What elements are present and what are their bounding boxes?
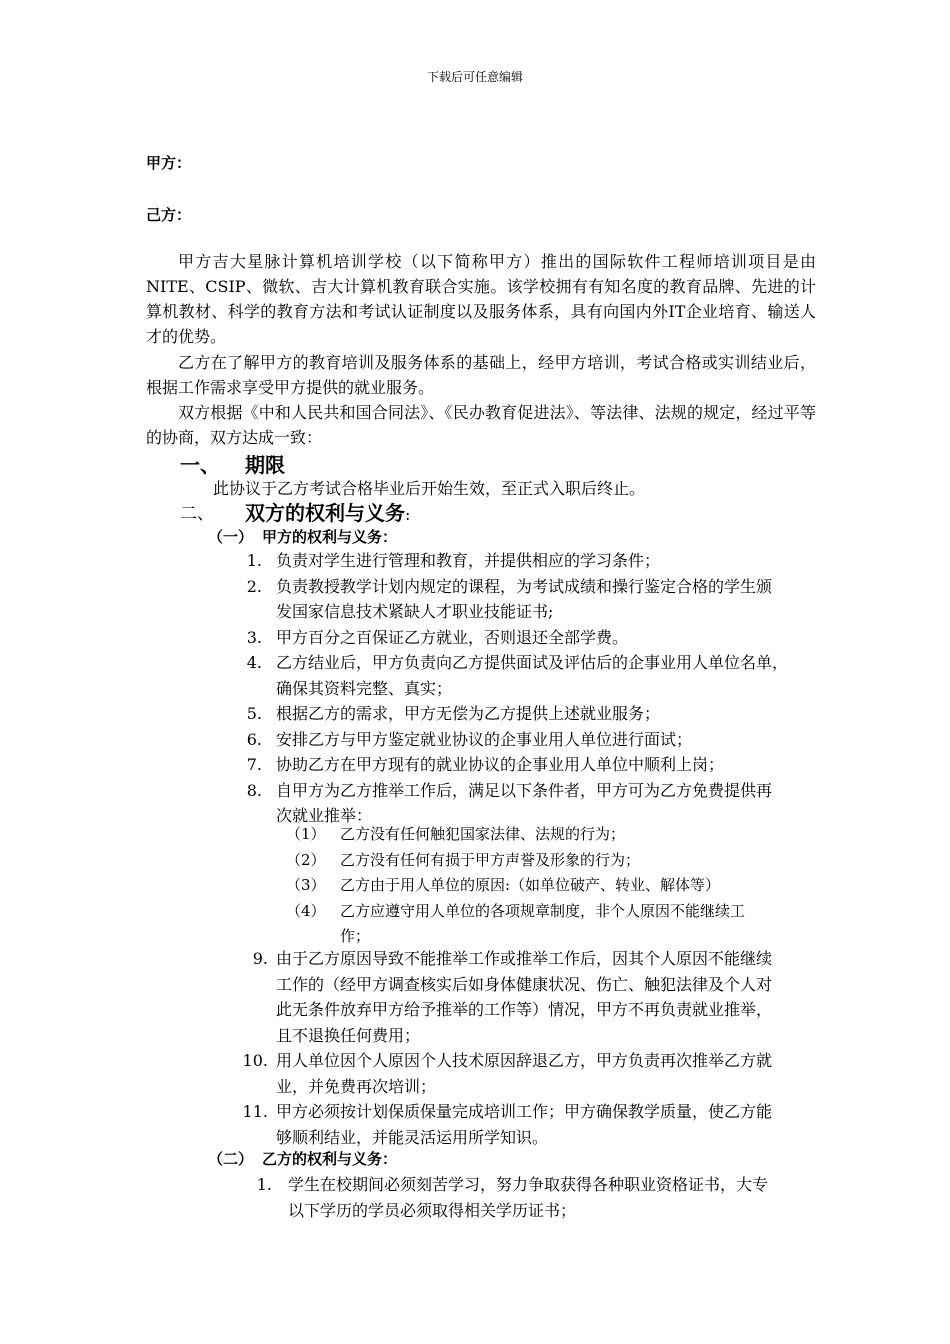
party-a-duty-cont-number: 10. [242,1051,268,1070]
party-a-duty-text-line: 根据乙方的需求，甲方无偿为乙方提供上述就业服务； [276,704,661,723]
party-a-duty-text-line: 协助乙方在甲方现有的就业协议的企事业用人单位中顺利上岗； [276,755,725,774]
party-a-duty-number: 1. [246,551,262,570]
party-b-duty-text-line: 学生在校期间必须刻苦学习，努力争取获得各种职业资格证书，大专 [288,1175,769,1194]
party-a-duty-number: 5. [246,704,262,723]
subsection-b-title: 乙方的权利与义务： [262,1150,398,1168]
party-a-duty-text-line: 确保其资料完整、真实； [276,678,453,698]
party-a-duty-number: 2. [246,576,262,596]
condition-number: （1） [286,825,326,843]
page-header: 下载后可任意编辑 [426,70,523,84]
party-a-duty-text-line: 发国家信息技术紧缺人才职业技能证书; [276,602,554,621]
party-a-duty-cont-number: 11. [242,1102,268,1121]
condition-text-line: 乙方没有任何触犯国家法律、法规的行为； [340,825,626,843]
party-a-duty-number: 7. [246,755,262,774]
condition-number: （3） [286,876,326,894]
party-b-duty-text-line: 以下学历的学员必须取得相关学历证书； [288,1200,577,1220]
section-2-number: 二、 [180,504,214,524]
party-b-duty-number: 1. [256,1175,272,1194]
party-a-duty-number: 4. [246,653,262,672]
party-a-duty-number: 3. [246,627,262,647]
section-1-body: 此协议于乙方考试合格毕业后开始生效，至正式入职后终止。 [213,479,646,498]
party-a-duty-text-line: 负责教授教学计划内规定的课程，为考试成绩和操行鉴定合格的学生颁 [276,576,773,596]
party-a-duty-cont-number: 9. [252,949,268,968]
subsection-a-title: 甲方的权利与义务： [262,528,398,546]
party-a-duty-text-line: 次就业推举： [276,806,373,825]
condition-number: （4） [286,901,326,920]
party-a-duty-cont-text-line: 工作的（经甲方调查核实后如身体健康状况、伤亡、触犯法律及个人对 [276,974,773,994]
intro-paragraph-3: 双方根据《中和人民共和国合同法》、《民办教育促进法》、等法律、法规的规定，经过平等的协商，双方达成一致： [146,403,816,447]
section-2-colon: : [405,505,411,524]
party-a-duty-cont-text-line: 够顺利结业，并能灵活运用所学知识。 [276,1127,549,1147]
party-a-duty-text-line: 乙方结业后，甲方负责向乙方提供面试及评估后的企事业用人单位名单， [276,653,789,672]
party-a-duty-text-line: 自甲方为乙方推举工作后，满足以下条件者，甲方可为乙方免费提供再 [276,780,773,800]
section-1-title: 期限 [245,453,285,477]
condition-text-line: 作； [340,927,371,945]
condition-text-line: 乙方由于用人单位的原因:（如单位破产、转业、解体等） [340,876,721,894]
section-2-title-text: 双方的权利与义务 [245,501,405,525]
condition-number: （2） [286,850,326,869]
party-a-duty-text-line: 负责对学生进行管理和教育，并提供相应的学习条件； [276,551,661,570]
condition-text-line: 乙方没有任何有损于甲方声誉及形象的行为； [340,850,641,869]
section-2-title [245,497,410,526]
party-a-duty-cont-text-line: 业，并免费再次培训； [276,1076,437,1096]
party-a-duty-text-line: 甲方百分之百保证乙方就业，否则退还全部学费。 [276,627,629,647]
subsection-b-number: （二） [208,1150,254,1168]
condition-text-line: 乙方应遵守用人单位的各项规章制度，非个人原因不能继续工 [340,901,746,920]
party-a-duty-text-line: 安排乙方与甲方鉴定就业协议的企事业用人单位进行面试； [276,729,693,749]
party-a-duty-cont-text-line: 甲方必须按计划保质保量完成培训工作；甲方确保教学质量，使乙方能 [276,1102,773,1121]
party-a-label: 甲方： [146,154,192,172]
subsection-a-number: （一） [208,528,254,546]
party-a-duty-cont-text-line: 用人单位因个人原因个人技术原因辞退乙方，甲方负责再次推举乙方就 [276,1051,773,1070]
intro-paragraph-1: 甲方吉大星脉计算机培训学校（以下简称甲方）推出的国际软件工程师培训项目是由NITE、CSIP、微软、吉大计算机教育联合实施。该学校拥有有知名度的教育品牌、先进的计算机教材、科学的教育方法和考试认证制度以及服务体系，具有向国内外IT企业培育、输送人才的优势。 [146,252,816,346]
party-b-label: 己方： [146,206,192,224]
party-a-duty-number: 8. [246,780,262,800]
party-a-duty-cont-text-line: 由于乙方原因导致不能推举工作或推举工作后，因其个人原因不能继续 [276,949,773,968]
intro-paragraph-2: 乙方在了解甲方的教育培训及服务体系的基础上，经甲方培训，考试合格或实训结业后，根据工作需求享受甲方提供的就业服务。 [146,353,816,397]
party-a-duty-cont-text-line: 且不退换任何费用； [276,1025,421,1045]
party-a-duty-cont-text-line: 此无条件放弃甲方给予推举的工作等）情况，甲方不再负责就业推举， [276,1000,773,1019]
section-1-number: 一、 [180,453,220,477]
party-a-duty-number: 6. [246,729,262,749]
